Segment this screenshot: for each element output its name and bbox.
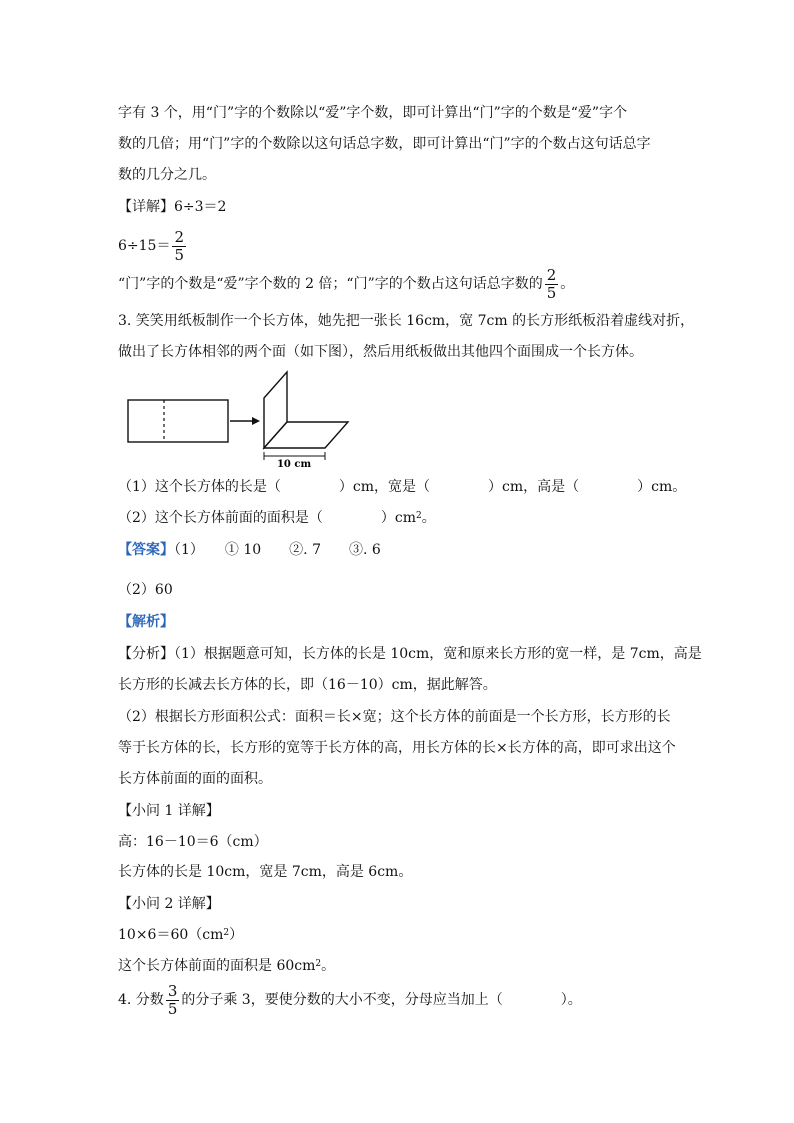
- analysis-prefix: 【分析】: [118, 646, 174, 662]
- fraction-numerator: 2: [174, 227, 184, 246]
- answer-line: [118, 540, 381, 560]
- paragraph-line-2: 数的几倍；用“门”字的个数除以这句话总字数，即可计算出“门”字的个数占这句话总字: [118, 136, 651, 152]
- analysis-2-line-1: （2）根据长方形面积公式：面积＝长×宽；这个长方体的前面是一个长方形，长方形的长: [118, 709, 671, 725]
- q3-sub2: [118, 508, 436, 528]
- q3-sub1-part-3: ）cm，高是（: [488, 479, 580, 495]
- sub1-detail-conclusion: 长方体的长是 10cm，宽是 7cm，高是 6cm。: [118, 864, 413, 880]
- analysis-2-line-3: 长方体前面的面的面积。: [118, 771, 272, 787]
- detail-expr-2: [118, 228, 188, 264]
- fraction-numerator: 2: [546, 265, 557, 284]
- fraction-two-fifths: [172, 229, 186, 264]
- conclusion-text: “门”字的个数是“爱”字个数的 2 倍；“门”字的个数占这句话总字数的: [118, 276, 543, 292]
- paragraph-line-3: 数的几分之几。: [118, 167, 216, 183]
- q3-sub2-end: 。: [421, 510, 436, 526]
- sub2-detail-expr-sup: 2: [223, 928, 230, 938]
- analysis-1-text: （1）根据题意可知，长方体的长是 10cm，宽和原来长方形的宽一样，是 7cm，高是: [174, 646, 702, 662]
- fraction-denominator: 5: [546, 283, 557, 302]
- answer-label: 【答案】: [118, 542, 174, 558]
- analysis-1-line-1: [118, 644, 702, 664]
- q4-prefix: 4. 分数: [118, 992, 164, 1008]
- q3-sub2-sup: 2: [416, 511, 422, 521]
- q3-sub1: [118, 477, 686, 497]
- folding-figure: [120, 368, 360, 468]
- sub1-detail-label: 【小问 1 详解】: [118, 803, 220, 819]
- q3-line-2: 做出了长方体相邻的两个面（如下图），然后用纸板做出其他四个面围成一个长方体。: [118, 344, 643, 360]
- sub2-detail-label: 【小问 2 详解】: [118, 896, 220, 912]
- q3-sub2-left: （2）这个长方体前面的面积是（: [118, 510, 323, 526]
- q3-sub2-right: ）cm: [380, 510, 417, 526]
- answer-text: （1） ① 10 ②. 7 ③. 6: [174, 542, 381, 558]
- q3-sub1-part-1: （1）这个长方体的长是（: [118, 479, 281, 495]
- analysis-2-line-2: 等于长方体的长，长方形的宽等于长方体的高，用长方体的长×长方体的高，即可求出这个: [118, 740, 676, 756]
- q4-suffix: 的分子乘 3，要使分数的大小不变，分母应当加上（: [181, 992, 503, 1008]
- sub2-detail-expr-right: ）: [229, 927, 244, 943]
- q3-line-1: 3. 笑笑用纸板制作一个长方体，她先把一张长 16cm，宽 7cm 的长方形纸板沿着虚线对折，: [118, 313, 695, 329]
- q3-sub1-part-2: ）cm，宽是（: [338, 479, 431, 495]
- paragraph-line-1: 字有 3 个，用“门”字的个数除以“爱”字个数，即可计算出“门”字的个数是“爱”字个: [118, 105, 628, 121]
- sub2-detail-conc-sup: 2: [315, 959, 322, 969]
- sub2-detail-expr: [118, 925, 243, 945]
- q4-end: ）。: [560, 992, 582, 1008]
- conclusion-line: [118, 266, 574, 302]
- fraction-three-fifths: [166, 983, 180, 1018]
- flat-rectangle: [128, 400, 228, 442]
- detail-label: 【详解】: [118, 199, 174, 215]
- arrow-icon: [252, 417, 260, 425]
- sub2-detail-conc-left: 这个长方体前面的面积是 60cm: [118, 958, 316, 974]
- figure-dimension-label: 10 cm: [276, 459, 312, 468]
- fraction-denominator: 5: [167, 999, 178, 1018]
- analysis-label: 【解析】: [118, 614, 174, 630]
- q4-line: [118, 982, 582, 1018]
- fraction-denominator: 5: [174, 245, 184, 264]
- conclusion-end: 。: [560, 276, 575, 292]
- sub2-detail-conclusion: [118, 956, 335, 976]
- q3-sub1-part-4: ）cm。: [637, 479, 687, 495]
- sub2-detail-expr-left: 10×6＝60（cm: [118, 927, 224, 943]
- analysis-1-line-2: 长方形的长减去长方体的长，即（16－10）cm，据此解答。: [118, 677, 497, 693]
- answer-line-2: （2）60: [118, 582, 173, 598]
- sub1-detail-expr: 高：16－10＝6（cm）: [118, 834, 268, 850]
- detail-expr-1: 6÷3＝2: [174, 199, 227, 215]
- detail-heading: [118, 197, 226, 217]
- detail-expr-2-left: 6÷15＝: [118, 238, 171, 254]
- sub2-detail-conc-right: 。: [321, 958, 336, 974]
- fraction-two-fifths: [545, 267, 559, 302]
- fraction-numerator: 3: [167, 981, 178, 1000]
